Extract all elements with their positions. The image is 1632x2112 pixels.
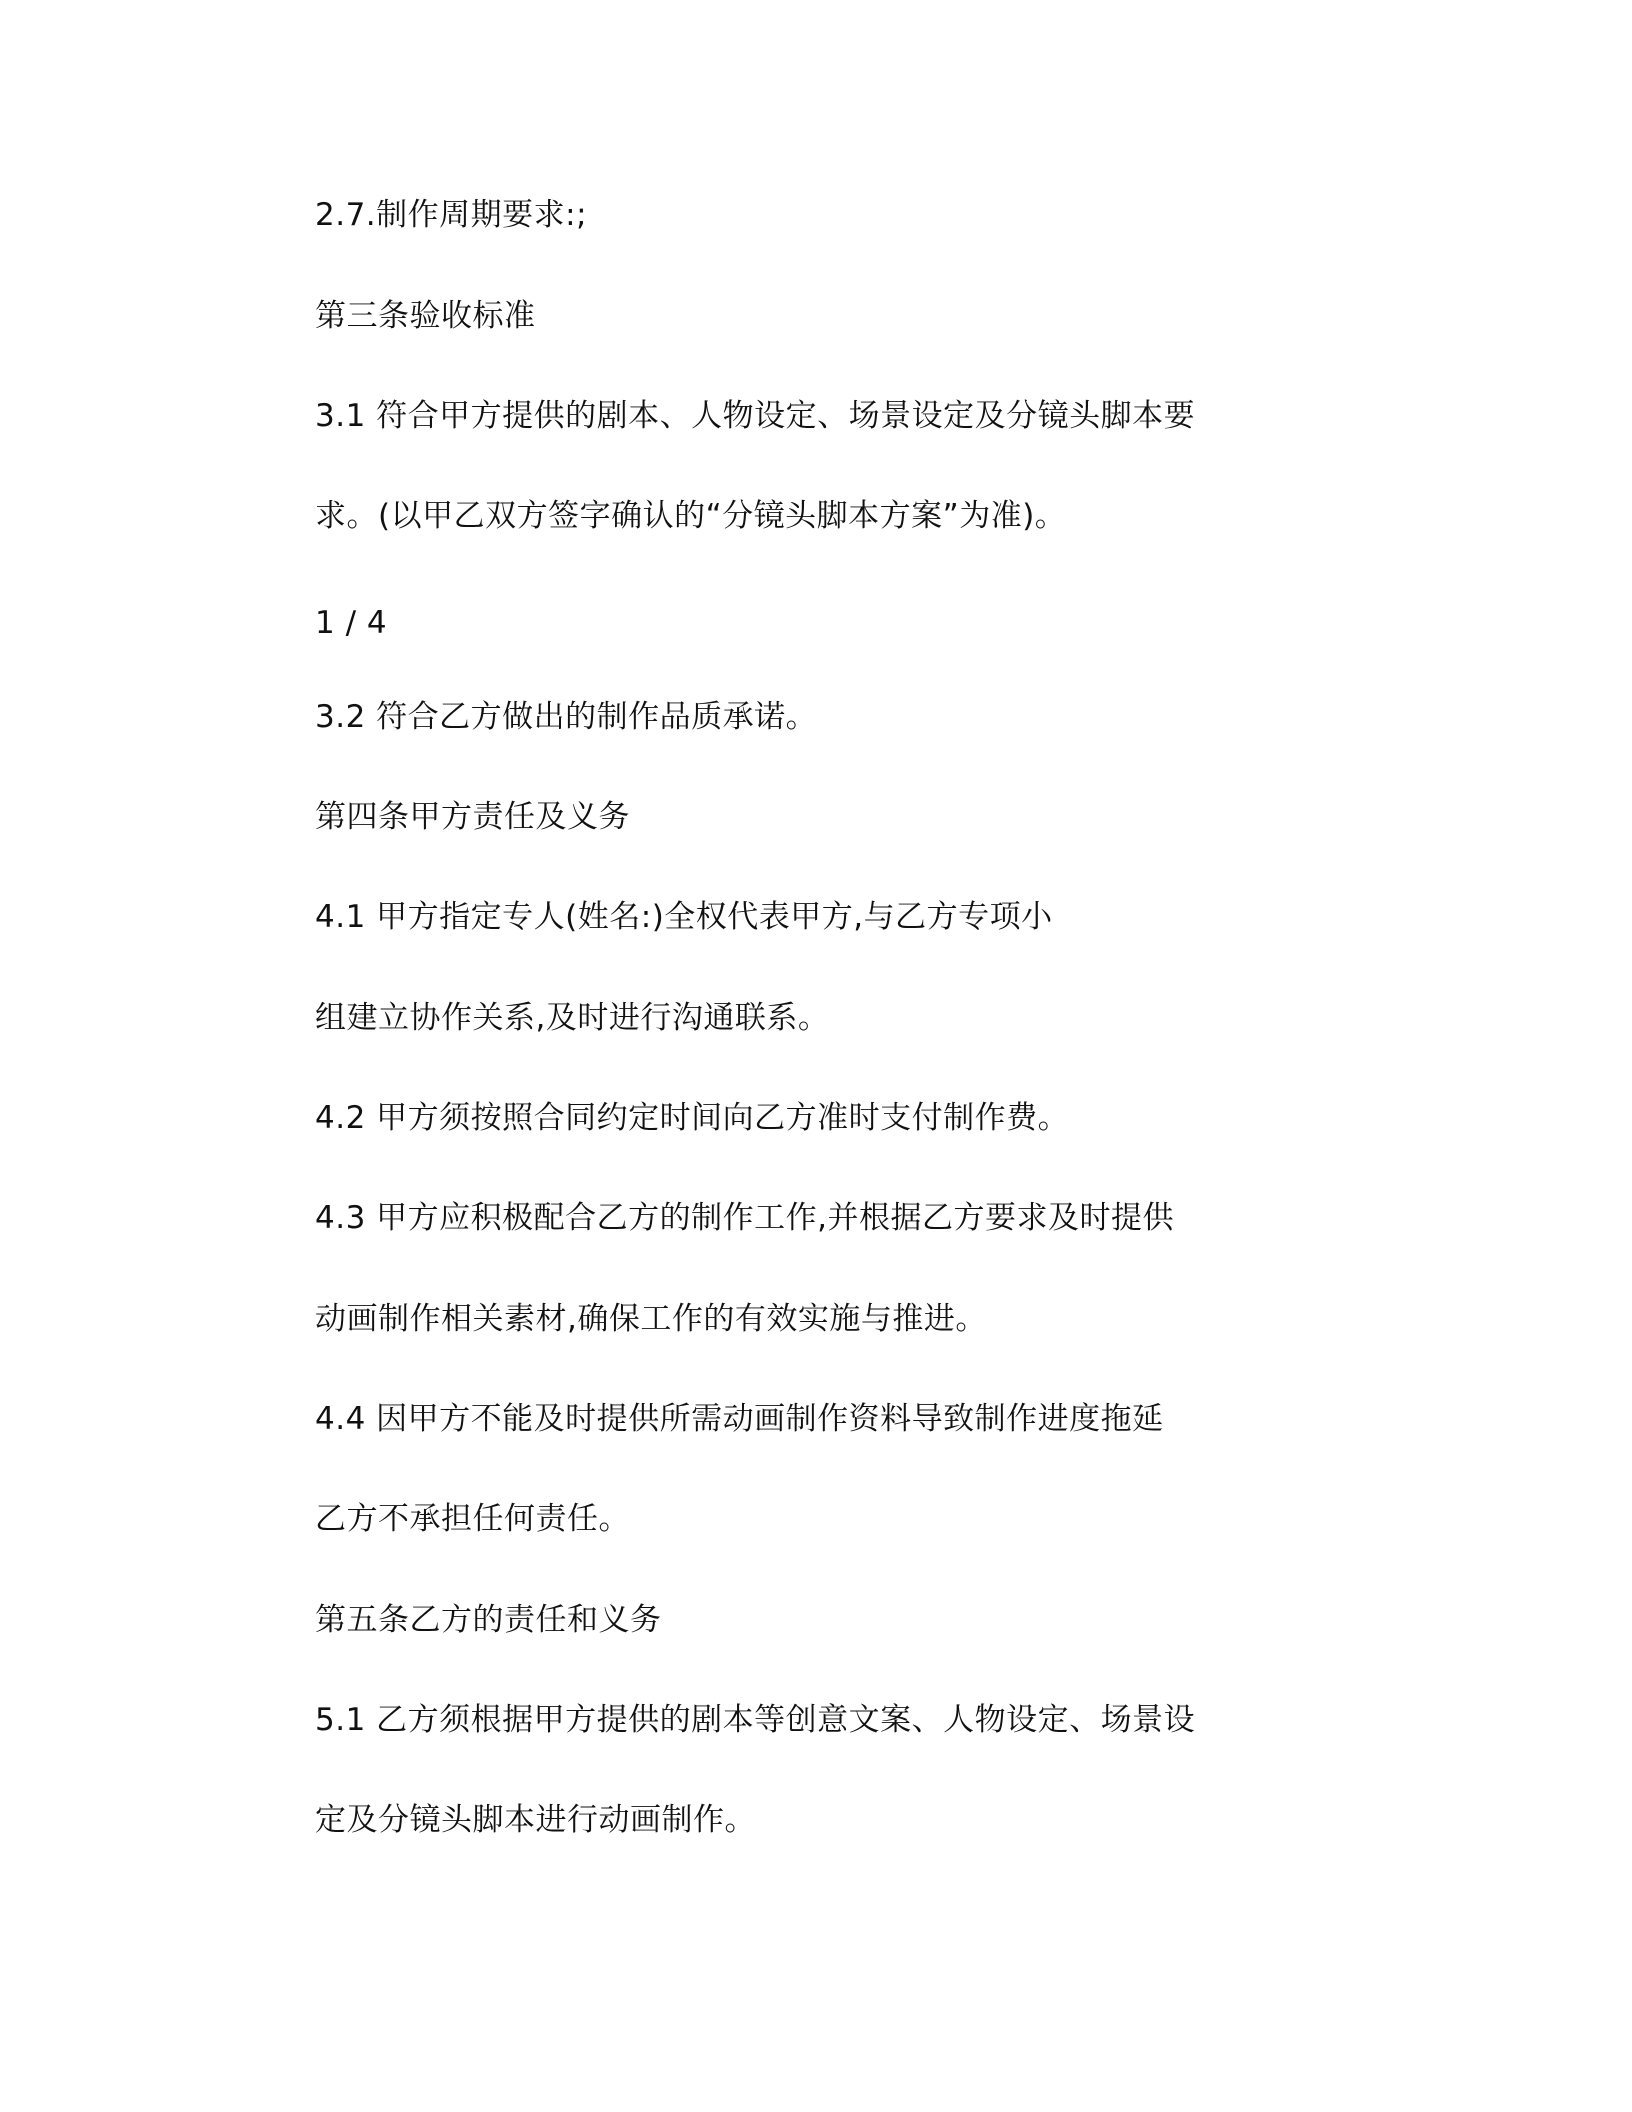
- text-line-4-4: 4.4 因甲方不能及时提供所需动画制作资料导致制作进度拖延: [315, 1401, 1164, 1437]
- text-line-4-3-cont: 动画制作相关素材,确保工作的有效实施与推进。: [315, 1301, 987, 1337]
- text-line-4-2: 4.2 甲方须按照合同约定时间向乙方准时支付制作费。: [315, 1100, 1070, 1136]
- text-line-4-1-cont: 组建立协作关系,及时进行沟通联系。: [315, 1000, 830, 1036]
- text-line-4-3: 4.3 甲方应积极配合乙方的制作工作,并根据乙方要求及时提供: [315, 1200, 1175, 1236]
- text-line-3-1: 3.1 符合甲方提供的剧本、人物设定、场景设定及分镜头脚本要: [315, 398, 1196, 434]
- text-line-5-1-cont: 定及分镜头脚本进行动画制作。: [315, 1802, 756, 1838]
- text-line-5-1: 5.1 乙方须根据甲方提供的剧本等创意文案、人物设定、场景设: [315, 1702, 1196, 1738]
- heading-article-4: 第四条甲方责任及义务: [315, 799, 630, 835]
- heading-article-3: 第三条验收标准: [315, 298, 536, 334]
- text-line-production-period: 2.7.制作周期要求:;: [315, 197, 588, 233]
- text-line-4-1: 4.1 甲方指定专人(姓名:)全权代表甲方,与乙方专项小: [315, 899, 1053, 935]
- text-line-3-1-cont: 求。(以甲乙双方签字确认的“分镜头脚本方案”为准)。: [315, 498, 1067, 534]
- text-line-3-2: 3.2 符合乙方做出的制作品质承诺。: [315, 699, 818, 735]
- page-number: 1 / 4: [315, 605, 388, 641]
- heading-article-5: 第五条乙方的责任和义务: [315, 1602, 662, 1638]
- text-line-4-4-cont: 乙方不承担任何责任。: [315, 1501, 630, 1537]
